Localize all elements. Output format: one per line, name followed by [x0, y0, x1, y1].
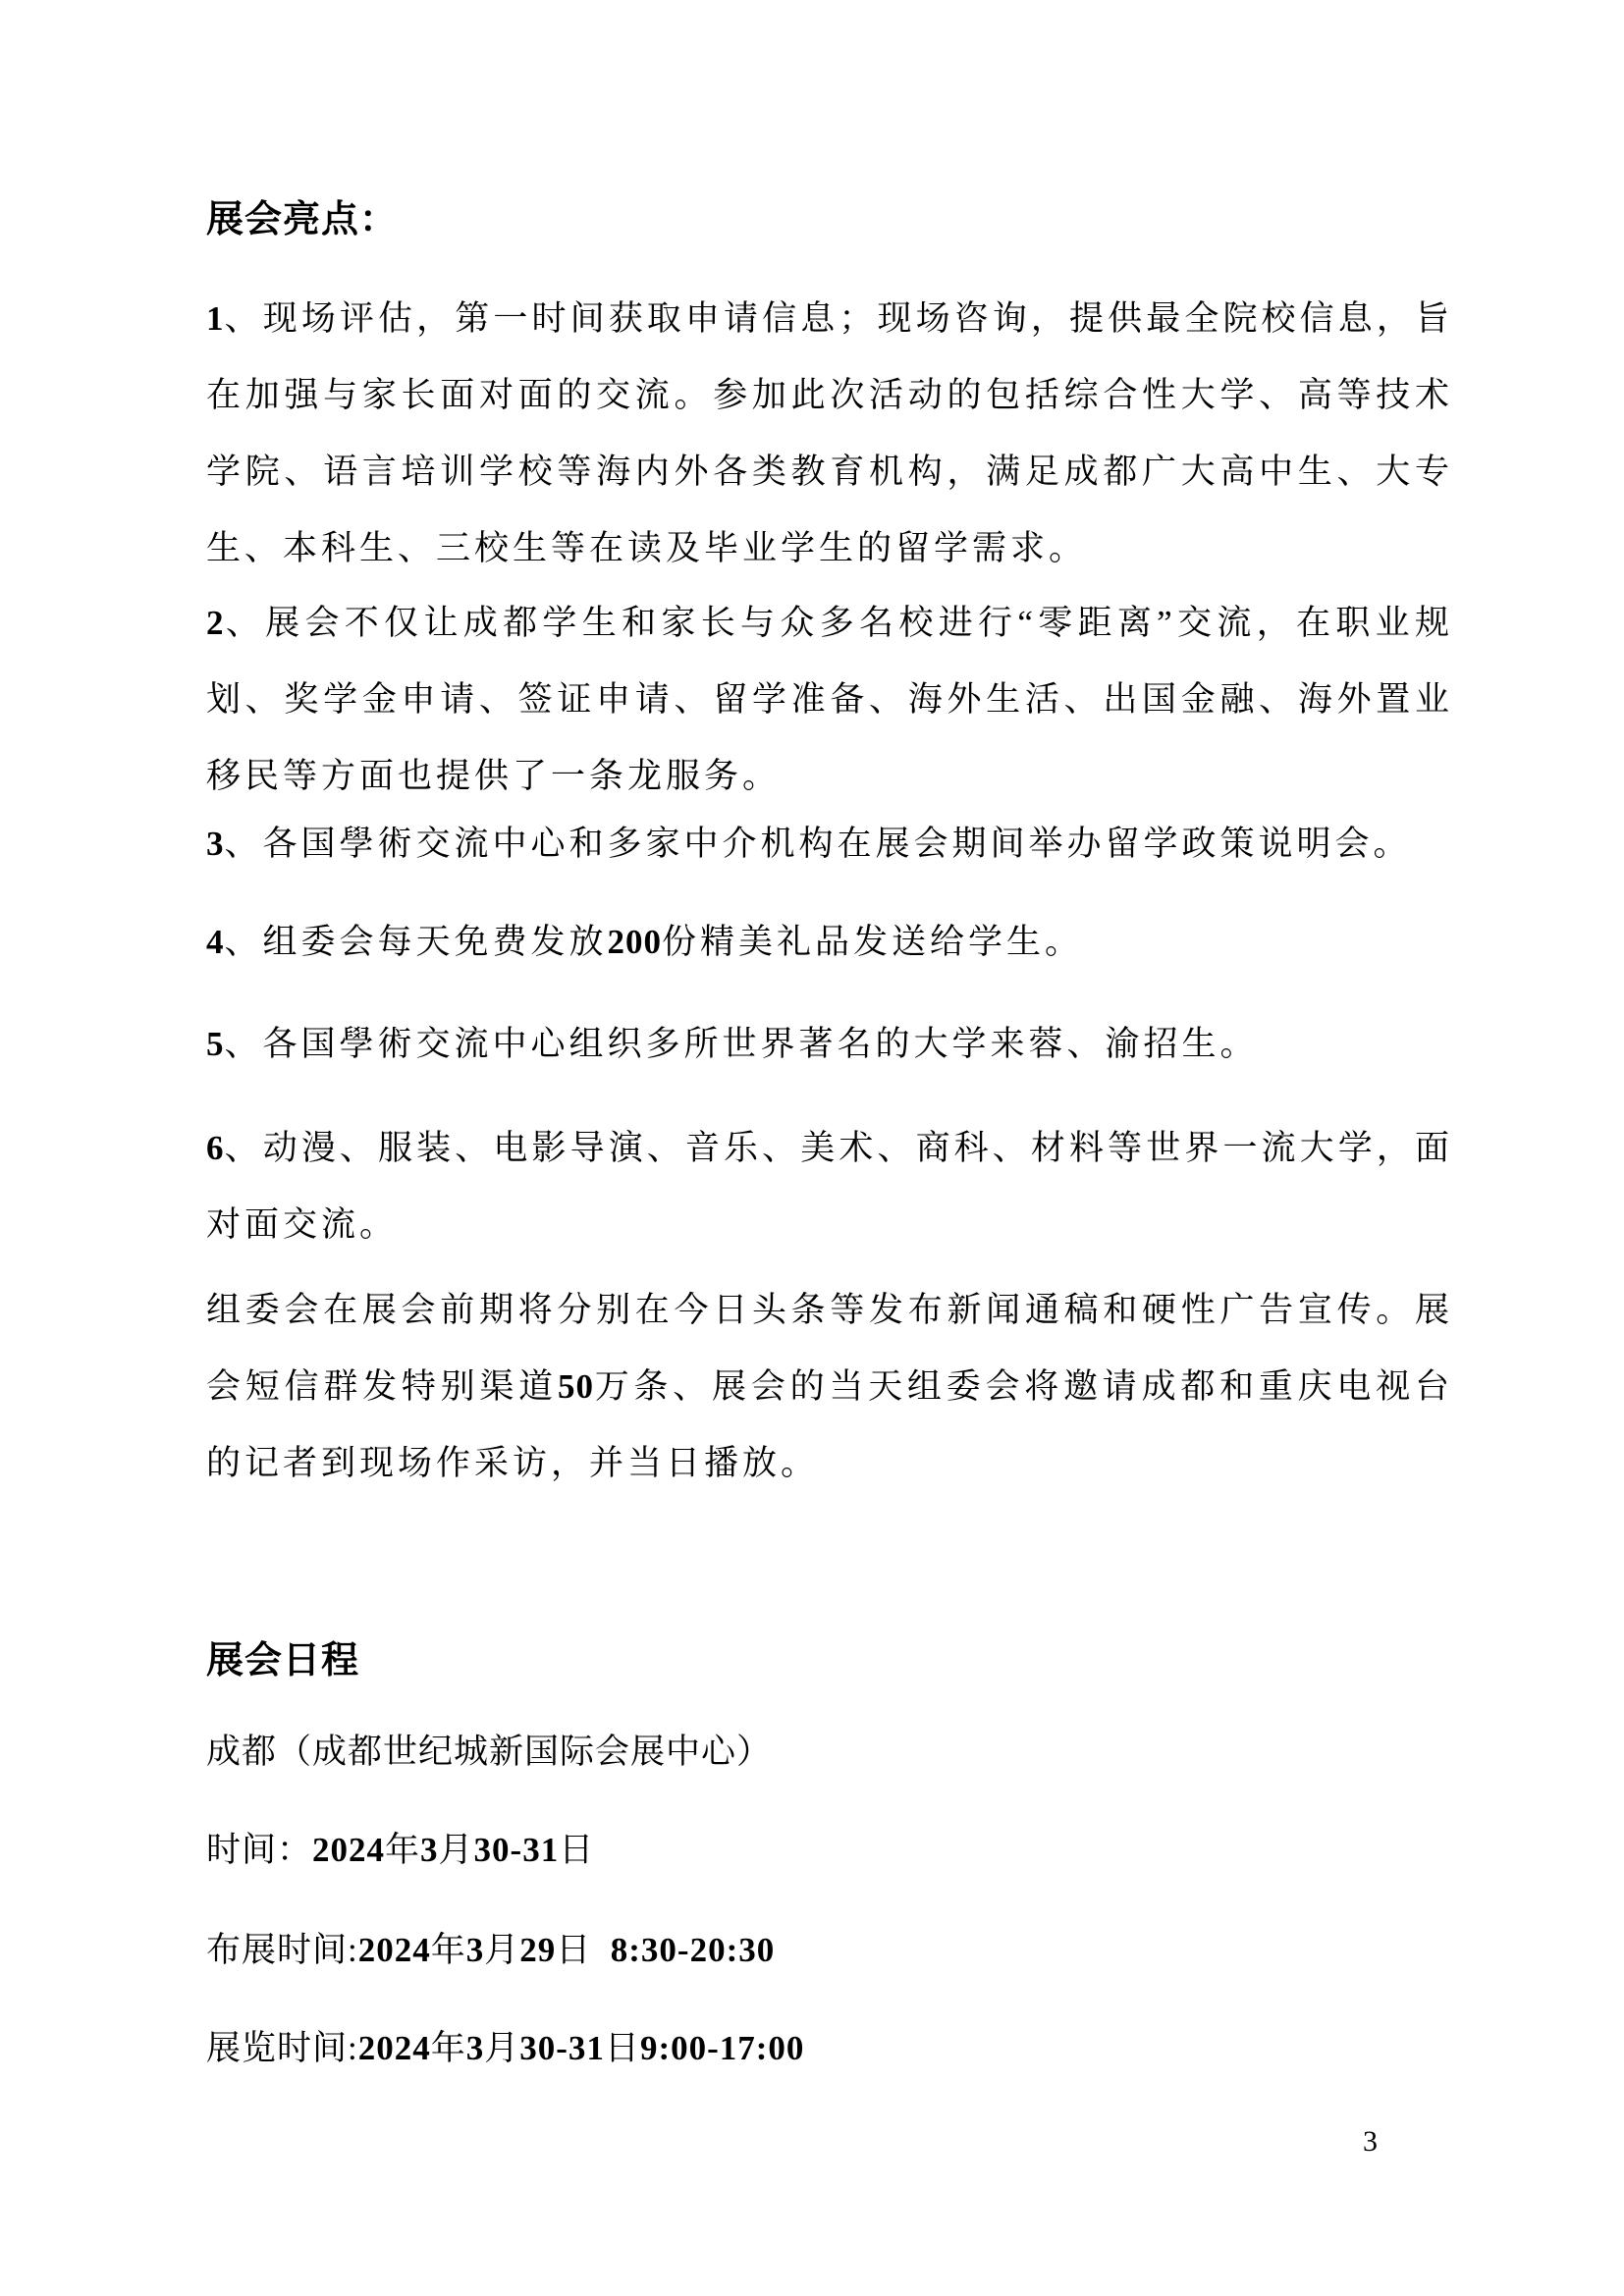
highlights-heading: 展会亮点： — [206, 199, 399, 240]
highlight-item-5: 5、各国學術交流中心组织多所世界著名的大学来蓉、渝招生。 — [206, 1025, 1259, 1063]
schedule-venue: 成都（成都世纪城新国际会展中心） — [206, 1733, 773, 1771]
page-content — [206, 0, 1453, 2296]
highlight-item-3: 3、各国學術交流中心和多家中介机构在展会期间举办留学政策说明会。 — [206, 825, 1412, 863]
schedule-dates: 时间：2024年3月30-31日 — [206, 1831, 595, 1869]
highlight-item-6: 6、动漫、服装、电影导演、音乐、美术、商科、材料等世界一流大学，面对面交流。 — [206, 1129, 1453, 1244]
page-number: 3 — [1363, 2125, 1378, 2158]
promo-paragraph: 组委会在展会前期将分别在今日头条等发布新闻通稿和硬性广告宣传。展会短信群发特别渠道50万条、展会的当天组委会将邀请成都和重庆电视台的记者到现场作采访，并当日播放。 — [206, 1291, 1453, 1482]
highlight-item-4: 4、组委会每天免费发放200份精美礼品发送给学生。 — [206, 923, 1084, 961]
highlight-item-2: 2、展会不仅让成都学生和家长与众多名校进行“零距离”交流，在职业规划、奖学金申请、签证申请、留学准备、海外生活、出国金融、海外置业移民等方面也提供了一条龙服务。 — [206, 604, 1453, 795]
schedule-open-time: 展览时间:2024年3月30-31日9:00-17:00 — [206, 2029, 805, 2067]
schedule-heading: 展会日程 — [206, 1640, 360, 1682]
schedule-setup-time: 布展时间:2024年3月29日 8:30-20:30 — [206, 1931, 776, 1969]
highlight-item-1: 1、现场评估，第一时间获取申请信息；现场咨询，提供最全院校信息，旨在加强与家长面对面的交流。参加此次活动的包括综合性大学、高等技术学院、语言培训学校等海内外各类教育机构，满足成都广大高中生、大专生、本科生、三校生等在读及毕业学生的留学需求。 — [206, 299, 1453, 567]
